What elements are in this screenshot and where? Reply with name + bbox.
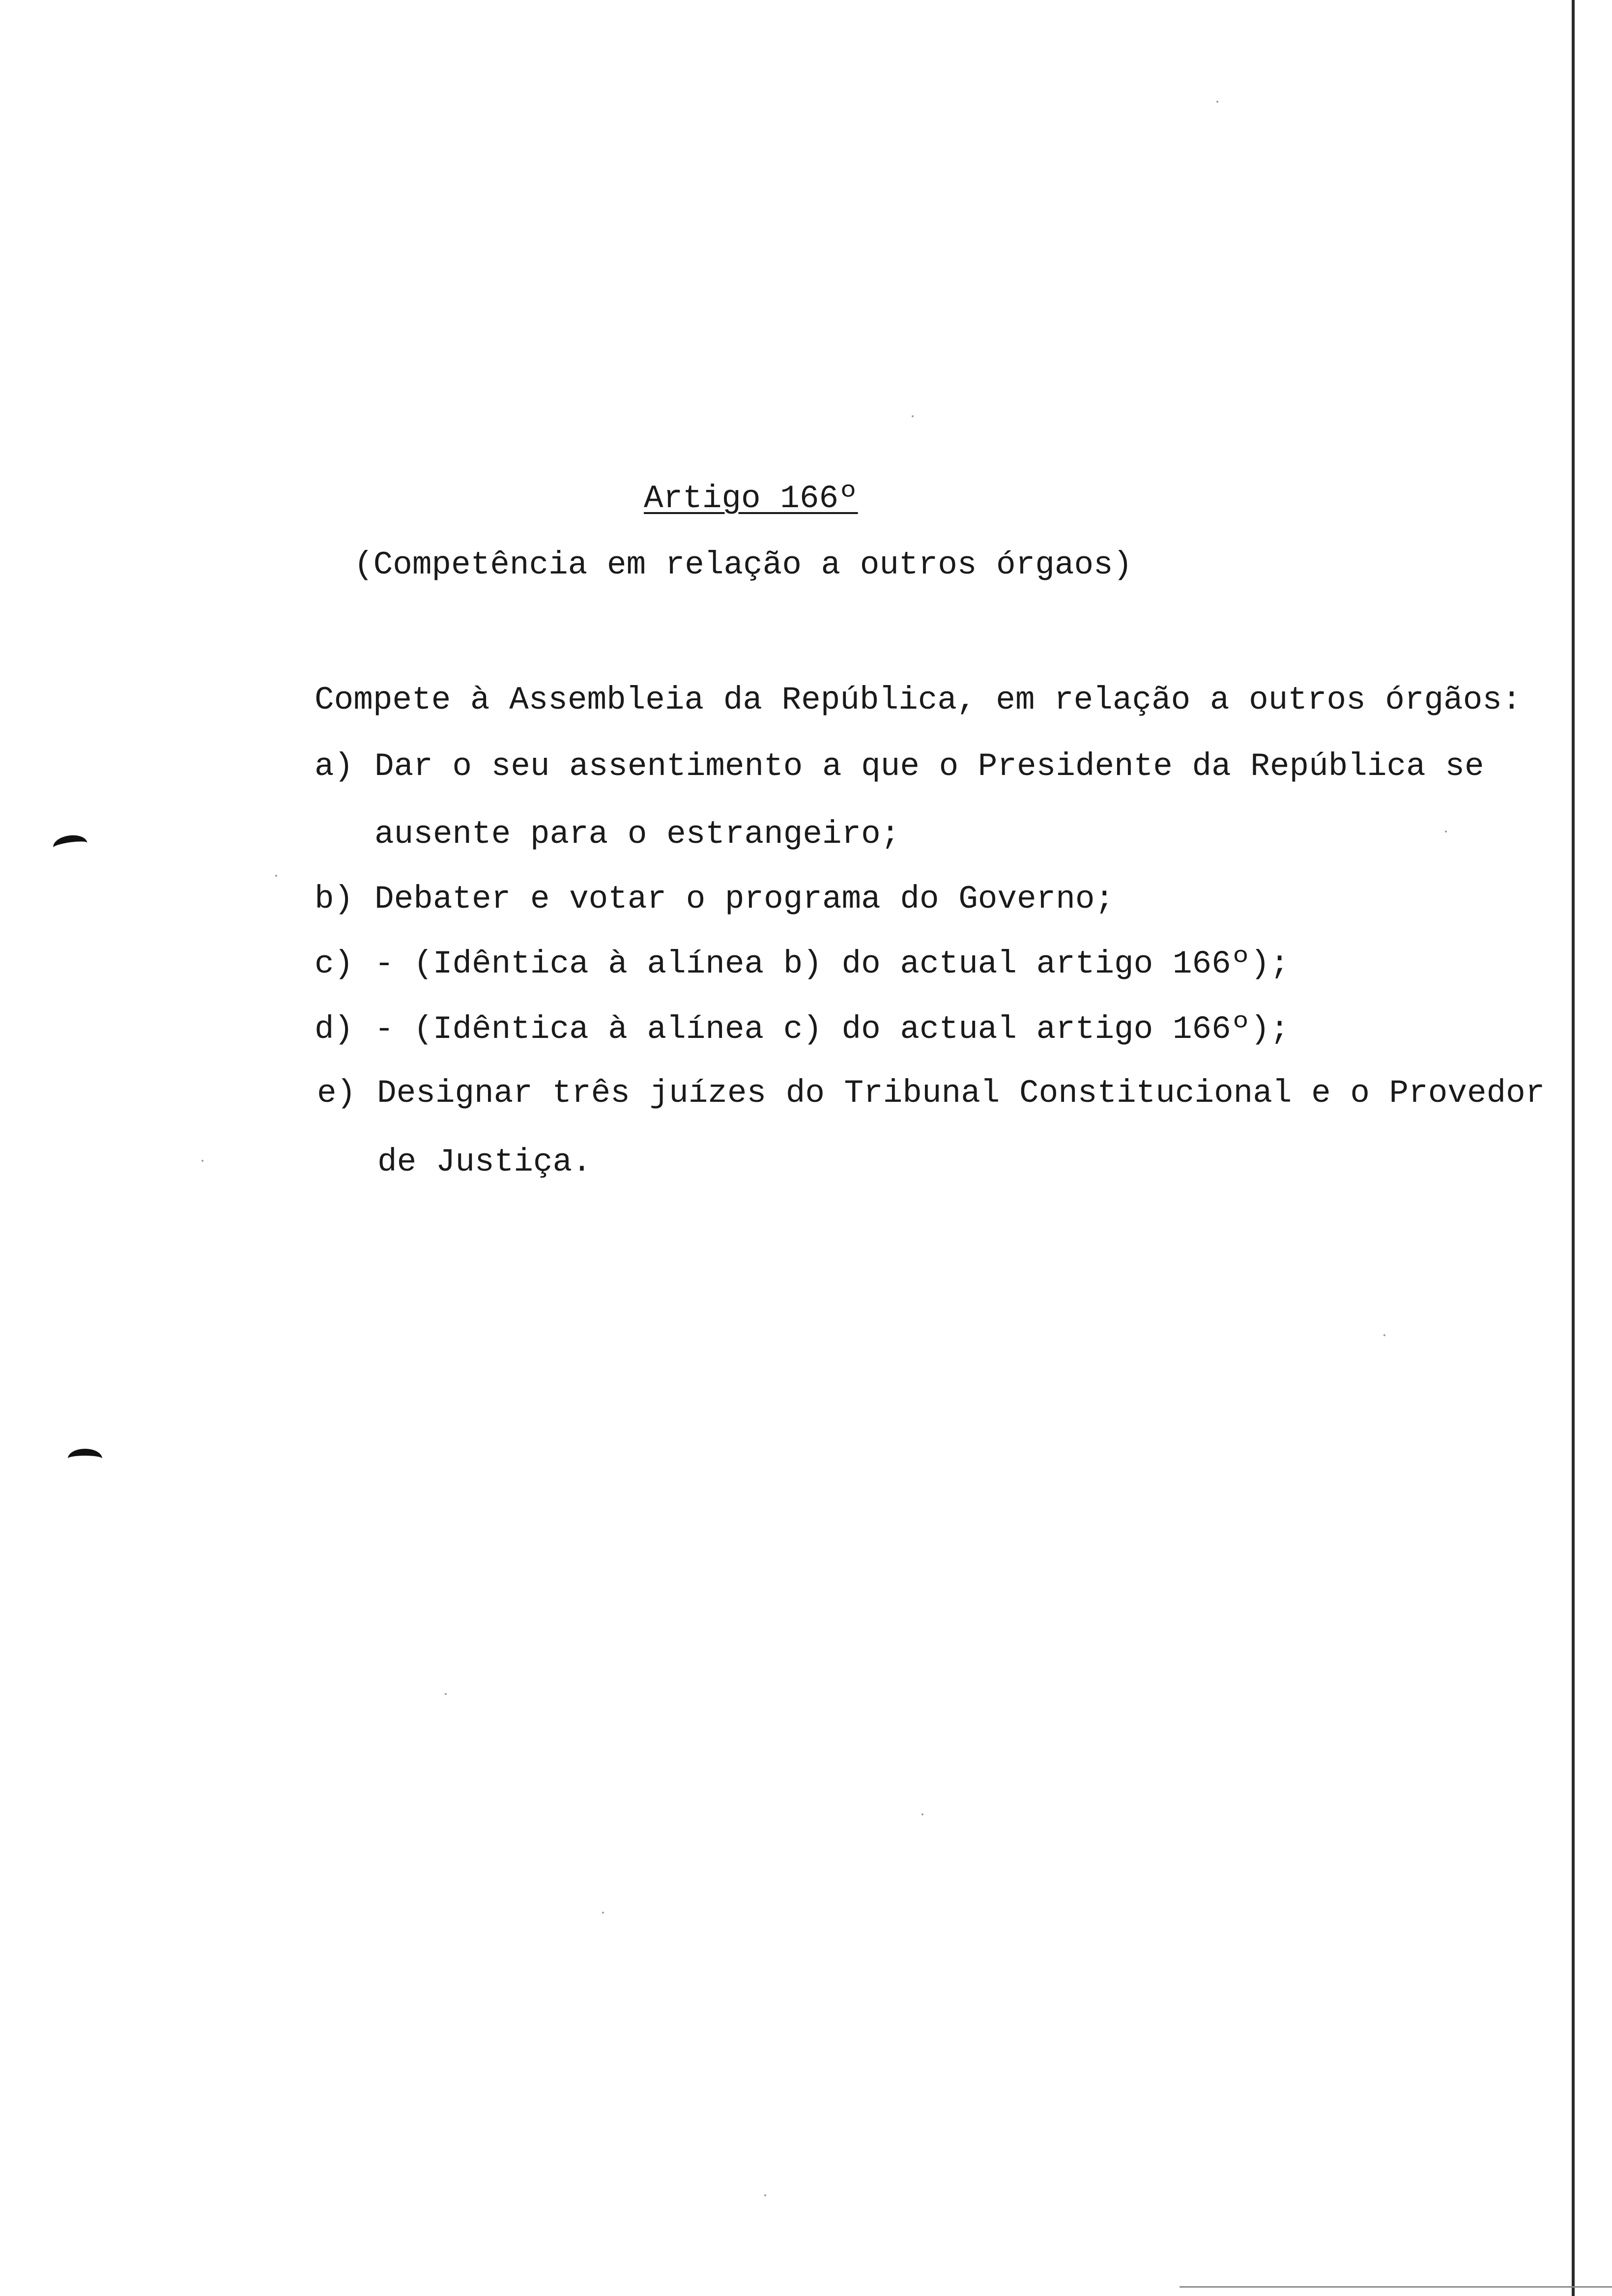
item-letter: b) (315, 881, 354, 918)
page-bottom-edge (1180, 2286, 1612, 2288)
item-letter: d) (315, 1011, 354, 1048)
page-edge-line (1572, 0, 1575, 2296)
scan-speck (764, 2194, 766, 2196)
scan-speck (1216, 101, 1218, 103)
punch-hole-mark (68, 1449, 102, 1468)
item-text: Designar três juízes do Tribunal Constitucional e o Provedor (377, 1075, 1545, 1112)
item-text: - (Idêntica à alínea c) do actual artigo 166º); (374, 1011, 1290, 1048)
item-text-continuation: ausente para o estrangeiro; (374, 816, 900, 853)
scan-speck (602, 1912, 604, 1914)
scan-speck (445, 1693, 447, 1695)
item-text-continuation: de Justiça. (377, 1144, 592, 1180)
item-text: Dar o seu assentimento a que o Presidente da República se (374, 748, 1484, 785)
article-subtitle: (Competência em relação a outros órgaos) (354, 546, 1133, 583)
scan-speck (921, 1813, 923, 1815)
punch-hole-mark (52, 833, 89, 857)
scan-speck (275, 875, 277, 877)
scan-speck (1445, 831, 1447, 832)
item-letter: e) (317, 1075, 356, 1112)
item-text: Debater e votar o programa do Governo; (374, 881, 1115, 918)
article-intro: Compete à Assembleia da República, em relação a outros órgãos: (315, 682, 1522, 718)
scan-speck (1383, 1334, 1385, 1336)
item-text: - (Idêntica à alínea b) do actual artigo 166º); (374, 946, 1290, 982)
scan-speck (202, 1160, 203, 1162)
scan-speck (912, 415, 914, 417)
article-title: Artigo 166º (644, 480, 858, 517)
item-letter: a) (315, 748, 354, 785)
item-letter: c) (315, 946, 354, 982)
